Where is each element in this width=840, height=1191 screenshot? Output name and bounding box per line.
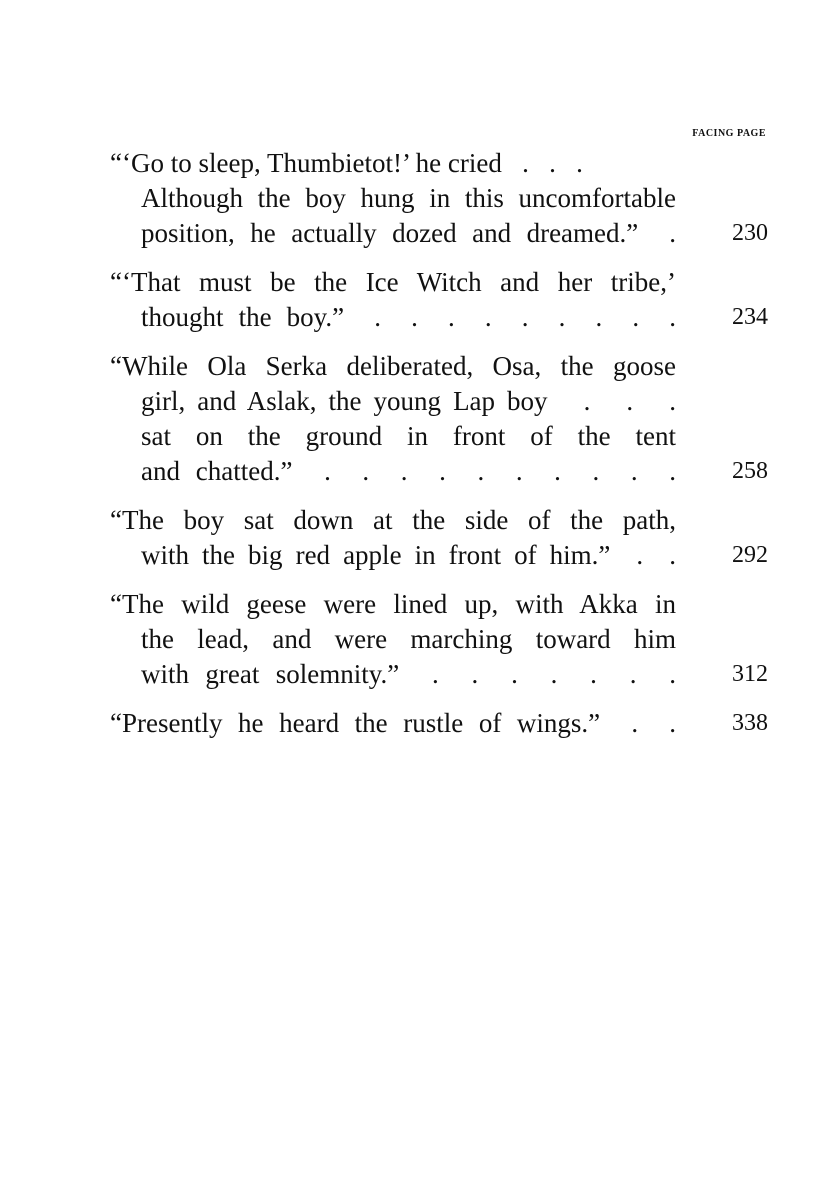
entry-line: with great solemnity.” . . . . . . . (141, 659, 676, 689)
entry-line: sat on the ground in front of the tent (141, 421, 676, 451)
page-number: 234 (732, 304, 768, 330)
entry-line: “‘Go to sleep, Thumbietot!’ he cried . . . (110, 148, 583, 178)
list-item (110, 706, 768, 741)
entry-line: “The boy sat down at the side of the path, (110, 505, 676, 535)
facing-page-header: FACING PAGE (692, 128, 766, 139)
entry-line: girl, and Aslak, the young Lap boy . . . (141, 386, 676, 416)
list-item (110, 146, 768, 251)
entry-line: “The wild geese were lined up, with Akka in (110, 589, 676, 619)
page-number: 292 (732, 542, 768, 568)
list-item (110, 265, 768, 335)
entry-line: and chatted.” . . . . . . . . . . (141, 456, 676, 486)
page-number: 230 (732, 220, 768, 246)
entry-line: position, he actually dozed and dreamed.” . (141, 218, 676, 248)
page-number: 338 (732, 710, 768, 736)
entry-line: Although the boy hung in this uncomfortable (141, 183, 676, 213)
illustration-list (110, 146, 768, 755)
list-item (110, 349, 768, 489)
list-item (110, 587, 768, 692)
page-number: 258 (732, 458, 768, 484)
list-item (110, 503, 768, 573)
page-number: 312 (732, 661, 768, 687)
entry-line: “While Ola Serka deliberated, Osa, the goose (110, 351, 676, 381)
entry-line: with the big red apple in front of him.” . . (141, 540, 676, 570)
entry-line: thought the boy.” . . . . . . . . . (141, 302, 676, 332)
entry-line: “‘That must be the Ice Witch and her tribe,’ (110, 267, 676, 297)
entry-line: “Presently he heard the rustle of wings.” . . (110, 708, 676, 738)
entry-line: the lead, and were marching toward him (141, 624, 676, 654)
